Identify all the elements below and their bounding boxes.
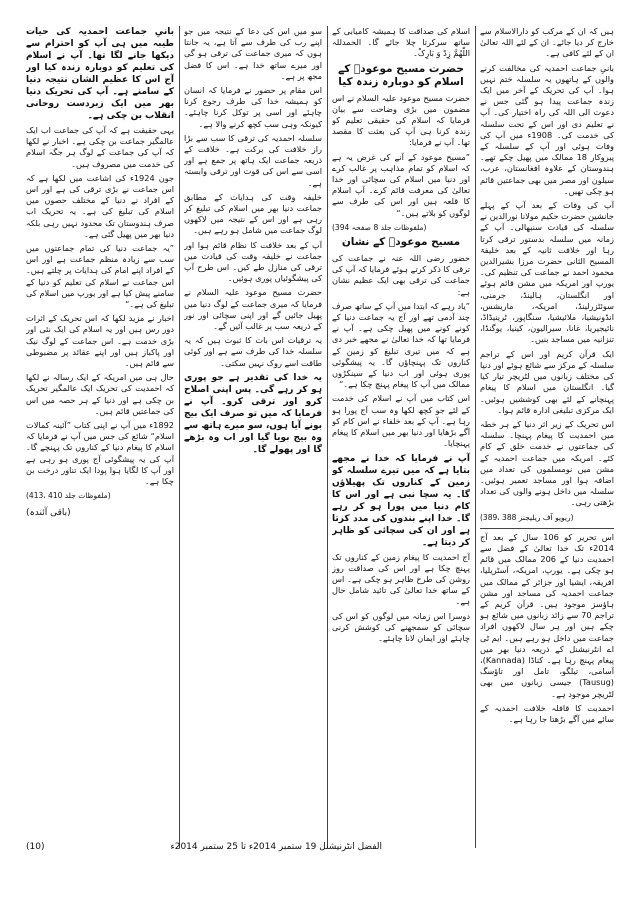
column-3 (184, 26, 322, 848)
page-number: (10) (26, 842, 45, 852)
paragraph: اس مقام پر حضور نے فرمایا کہ انسان کو ہمیشہ خدا کی طرف رجوع کرنا چاہئے اور اسی پر توکل کرنا چاہئے۔ کیونکہ وہی سب کچھ کرنے والا ہے۔ (184, 85, 322, 129)
quotation: ”مسیح موعود کے آنے کی غرض یہ ہے کہ اسلام کو تمام مذاہب پر غالب کرے اور دنیا میں اسلام کی سچائی اور خدا تعالیٰ کی معرفت قائم کرے۔ آپ اسلام کا قلعہ ہیں اور اس کی طرف سے لوگوں کو بلاتے ہیں۔“ (332, 151, 470, 218)
newspaper-page (26, 26, 614, 848)
column-rule (179, 26, 180, 848)
paragraph: احمدیت کا قافلہ خلافت احمدیہ کے سائے میں آگے بڑھتا جا رہا ہے۔ (480, 702, 614, 724)
paragraph: اخبار نے مزید لکھا کہ اس تحریک کے اثرات دور رس ہیں اور یہ اسلام کی ایک نئی اور بڑی خدمت ہے۔ اس جماعت کے لوگ نیک اور پاکباز ہیں اور اپنے عقائد پر مضبوطی سے قائم ہیں۔ (26, 313, 174, 369)
column-rule (327, 26, 328, 848)
paragraph: بانیِ جماعت احمدیہ کی مخالفت کرنے والوں کے ہاتھوں یہ سلسلہ ختم نہیں ہوا۔ آپ کی تحریک کے آخر میں ایک زندہ جماعت پیدا ہو گئی جس نے دعوت الی اللہ کی راہ اختیار کی۔ آپ نے تعلیم دی اور اس کے تحت سلسلہ کی خدمت کی۔ 1908ء میں آپ کی وفات ہوئی اور آپ کے سلسلہ کے پیروکار 18 ممالک میں پھیل چکے تھے۔ ہندوستان کے علاوہ افغانستان، عرب، سیلون اور مصر میں بھی جماعتیں قائم ہو چکی تھیں۔ (480, 62, 614, 196)
paragraph: ایک قرآن کریم اور اس کے تراجم سلسلہ کے مرکز سے شائع ہوئے اور دنیا کی مختلف زبانوں میں لٹریچر تیار کیا گیا۔ انگلستان میں اسلام کا پیغام پہنچانے کے لئے بھی کوششیں ہوئیں۔ ایک مرکزی تبلیغی ادارہ قائم ہوا۔ (480, 348, 614, 415)
bold-paragraph: بانیِ جماعت احمدیہ کی حیات طیبہ میں ہی آپ کو احترام سے دیکھا جانے لگا تھا۔ آپ نے اسلام کی تعلیم کو دوبارہ زندہ کیا اور آج اس کا عظیم الشان نتیجہ دنیا کے سامنے ہے۔ آپ کی تحریک دنیا بھر میں ایک زبردست روحانی انقلاب بن چکی ہے۔ (26, 27, 174, 121)
column-rule (475, 26, 476, 848)
paragraph: یہی حقیقت ہے کہ آپ کی جماعت اب ایک عالمگیر جماعت بن چکی ہے۔ اخبار نے لکھا کہ آپ کی جماعت کے لوگ ہر جگہ اسلام کی خدمت میں مصروف ہیں۔ (26, 125, 174, 169)
paragraph: اسلام کی صداقت کا ہمیشہ کامیابی کے ساتھ سرکرتا چلا جائے گا۔ الحمدللہ اللّٰھُمَّ زِدْ وَ بَارِکْ۔ (332, 26, 470, 59)
section-heading: مسیح موعودؑ کے نشان (341, 236, 461, 249)
section-heading: حضرت مسیح موعودؑ کے اسلام کو دوبارہ زندہ کیا (338, 62, 464, 88)
paragraph: دوسرا اس زمانہ میں لوگوں کو اس کی سچائی کو سمجھنے کی کوشش کرنی چاہئے اور ایمان لانا چاہئے۔ (332, 610, 470, 643)
paragraph: سو میں اس کی دعا کے نتیجہ میں جو اپنے رب کی طرف سے آتا ہے، یہ جانتا ہوں کہ میری جماعت کی ترقی ہو گی اور میرے ساتھ خدا ہے۔ اس کا فضل مجھ پر ہے۔ (184, 26, 322, 81)
reference: (394 ملفوظات جلد 8 صفحہ) (332, 222, 427, 232)
bold-paragraph: آپ نے فرمایا کہ خدا نے مجھے بتایا ہے کہ میں تیرے سلسلہ کو زمین کے کناروں تک پھیلاؤں گا۔ یہ سچا نبی ہے اور اس کا کام دنیا میں پورا ہو کر رہے گا۔ خدا اپنے بندوں کی مدد کرتا ہے اور ان کی سچائی کو ظاہر کر دیتا ہے۔ (332, 453, 470, 548)
paragraph: اس تحریر کو 106 سال کے بعد آج 2014ء تک خدا تعالیٰ کے فضل سے احمدیت دنیا کے 206 ممالک میں قائم ہو چکی ہے۔ یورپ، امریکہ، آسٹریلیا، افریقہ، ایشیا اور جزائر کے ممالک میں جماعت احمدیہ کی مساجد اور مشن ہاؤسز موجود ہیں۔ قرآن کریم کے تراجم 70 سے زائد زبانوں میں شائع ہو چکے ہیں اور ہر سال لاکھوں افراد جماعت میں داخل ہو رہے ہیں۔ ایم ٹی اے انٹرنیشنل کے ذریعہ دنیا بھر میں پیغام پہنچ رہا ہے۔ کناڈا (Kannada)، آسامی، تیلگو، تامل اور تاؤسگ (Tausug) جیسی زبانوں میں بھی لٹریچر موجود ہے۔ (480, 531, 614, 699)
column-1 (480, 26, 614, 848)
paragraph: آپ کے بعد خلافت کا نظام قائم ہوا اور جماعت نے خلیفہ وقت کی قیادت میں ترقی کی منازل طے کیں۔ اس طرح آپ کی پیشگوئیاں پوری ہوئیں۔ (184, 239, 322, 284)
paragraph: اس تحریک کے زیر اثر دنیا کے ہر خطہ میں احمدیت کا پیغام پہنچا۔ سلسلہ کی جماعتوں نے خدمت خلق کے کام کئے۔ امریکہ میں جماعت احمدیہ کے مشن میں نومسلموں کی تعداد میں اضافہ ہوا اور مساجد تعمیر ہوئیں۔ سلسلہ میں داخل ہونے والوں کی تعداد بڑھتی رہی۔ (480, 418, 614, 508)
paragraph: حضرت مسیح موعود علیہ السلام نے فرمایا کہ میری جماعت کے لوگ دنیا میں پھیل جائیں گے اور اپنی سچائی اور نور کے ذریعہ سب پر غالب آئیں گے۔ (184, 287, 322, 332)
paragraph: آپ کی وفات کے بعد آپ کے پہلے جانشین حضرت حکیم مولانا نورالدین نے سلسلہ کی قیادت سنبھالی۔ آپ کے زمانہ میں سلسلہ بدستور ترقی کرتا رہا اور خلافت ثانیہ کے بعد خلیفۃ المسیح الثانی حضرت مرزا بشیرالدین محمود احمد نے جماعت کی تنظیم کی۔ یورپ اور امریکہ میں مشن قائم ہوئے اور انگلستان، ہالینڈ، جرمنی، سوئٹزرلینڈ، امریکہ، ماریشس، انڈونیشیا، ملائیشیا، سنگاپور، ٹرینیڈاڈ، نائیجیریا، غانا، سیرالیون، کینیا، یوگنڈا، تنزانیہ میں مساجد بنیں۔ (480, 200, 614, 345)
to-be-continued: (باقی آئندہ) (26, 507, 71, 518)
quotation: ”یاد رہے کہ ابتدا میں آپ کے ساتھ صرف چند آدمی تھے اور آج یہ جماعت دنیا کے کونے کونے میں پھیل چکی ہے۔ آپ نے فرمایا تھا کہ خدا تعالیٰ نے مجھے خبر دی ہے کہ میں تیری تبلیغ کو زمین کے کناروں تک پہنچاؤں گا۔ یہ پیشگوئی پوری ہوئی اور اب دنیا کے سینکڑوں ممالک میں آپ کا پیغام پہنچ چکا ہے۔“ (332, 300, 470, 390)
paragraph: اس کتاب میں آپ نے اسلام کی خدمت کے لئے جو کچھ لکھا وہ سب آج پورا ہو رہا ہے۔ آپ کے بعد خلفاء نے اس کام کو آگے بڑھایا اور دنیا بھر میں اسلام کا پیغام پہنچایا۔ (332, 393, 470, 449)
paragraph: سلسلہ احمدیہ کی ترقی کا سب سے بڑا راز خلافت کی برکت ہے۔ خلافت کے ذریعہ جماعت ایک ہاتھ پر جمع ہے اور اسی سے اس کی قوت اور ترقی وابستہ ہے۔ (184, 132, 322, 188)
reference: (413، 410 ملفوظات جلد) (26, 491, 111, 501)
paragraph: یہ ترقیات اس بات کا ثبوت ہیں کہ یہ سلسلہ خدا کی طرف سے ہے اور کوئی طاقت اسے روک نہیں سکتی۔ (184, 335, 322, 368)
divider (480, 528, 614, 529)
quotation: ”یہ جماعت دنیا کی تمام جماعتوں میں سب سے زیادہ منظم جماعت ہے اور اس کے افراد اپنے امام کی ہدایات پر چلتے ہیں۔ اس جماعت نے اسلام کی تعلیم کو دنیا کے سامنے پیش کیا ہے اور یورپ میں اسلام کی تبلیغ کی ہے۔“ (26, 243, 174, 310)
reference: (389، 388 ریویو آف ریلیجنز) (480, 512, 574, 522)
issue-line: الفضل انٹرنیشنل 19 ستمبر 2014ء تا 25 ستمبر 2014ء (170, 842, 382, 852)
bold-paragraph: یہ خدا کی تقدیر ہے جو پوری ہو کر رہے گی۔ پس اپنی اصلاح کرو اور ترقی کرو۔ آپ نے فرمایا کہ میں تو صرف ایک بیج بونے آیا ہوں، سو میرے ہاتھ سے وہ بیج بویا گیا اور اب وہ بڑھے گا اور پھولے گا۔ (184, 372, 322, 455)
paragraph: حضور رضی اللہ عنہ نے جماعت کی ترقی کا ذکر کرتے ہوئے فرمایا کہ آپ کی جماعت کی ترقی بھی ایک عظیم نشان ہے: (332, 253, 470, 297)
paragraph: آج احمدیت کا پیغام زمین کے کناروں تک پہنچ چکا ہے اور اس کی صداقت روز روشن کی طرح ظاہر ہو چکی ہے۔ اس کے ساتھ خدا تعالیٰ کی تائید شامل حال ہے۔ (332, 551, 470, 607)
paragraph: جون 1924ء کی اشاعت میں لکھا ہے کہ اس جماعت نے بڑی ترقی کی ہے اور اس کے افراد نے دنیا کے مختلف حصوں میں اسلام کی تبلیغ کی ہے۔ یہ تحریک اب صرف ہندوستان تک محدود نہیں رہی بلکہ دنیا بھر میں پھیل گئی ہے۔ (26, 172, 174, 239)
paragraph: ہیں کہ ان کے مرکب کو دارالاسلام سے خارج کر دیا جائے۔ ان کے لئے اللہ تعالیٰ ان کے لئے کافی ہے۔ (480, 26, 614, 59)
paragraph: 1892ء میں آپ نے اپنی کتاب ”آئینہ کمالات اسلام“ شائع کی جس میں آپ نے فرمایا کہ اسلام کا پیغام دنیا کے کناروں تک پہنچے گا۔ آپ کی یہ پیشگوئی آج پوری ہو رہی ہے اور آپ کا لگایا ہوا پودا ایک تناور درخت بن چکا ہے۔ (26, 420, 174, 487)
paragraph: حال ہی میں امریکہ کے ایک رسالہ نے لکھا کہ احمدیت کی تحریک ایک عالمگیر تحریک بن چکی ہے اور دنیا کے ہر حصہ میں اس کی جماعتیں قائم ہیں۔ (26, 372, 174, 416)
paragraph: خلیفہ وقت کی ہدایات کے مطابق جماعت دنیا بھر میں اسلام کی تبلیغ کر رہی ہے اور اس کے نتیجہ میں لاکھوں لوگ جماعت میں شامل ہو رہے ہیں۔ (184, 191, 322, 236)
column-4 (26, 26, 174, 848)
column-2 (332, 26, 470, 848)
paragraph: حضرت مسیح موعود علیہ السلام نے اس مضمون میں بڑی وضاحت سے بیان فرمایا کہ اسلام کی حقیقی تعلیم کو زندہ کرنا ہی آپ کی بعثت کا مقصد تھا۔ آپ نے فرمایا: (332, 92, 470, 148)
page-footer (26, 842, 612, 872)
